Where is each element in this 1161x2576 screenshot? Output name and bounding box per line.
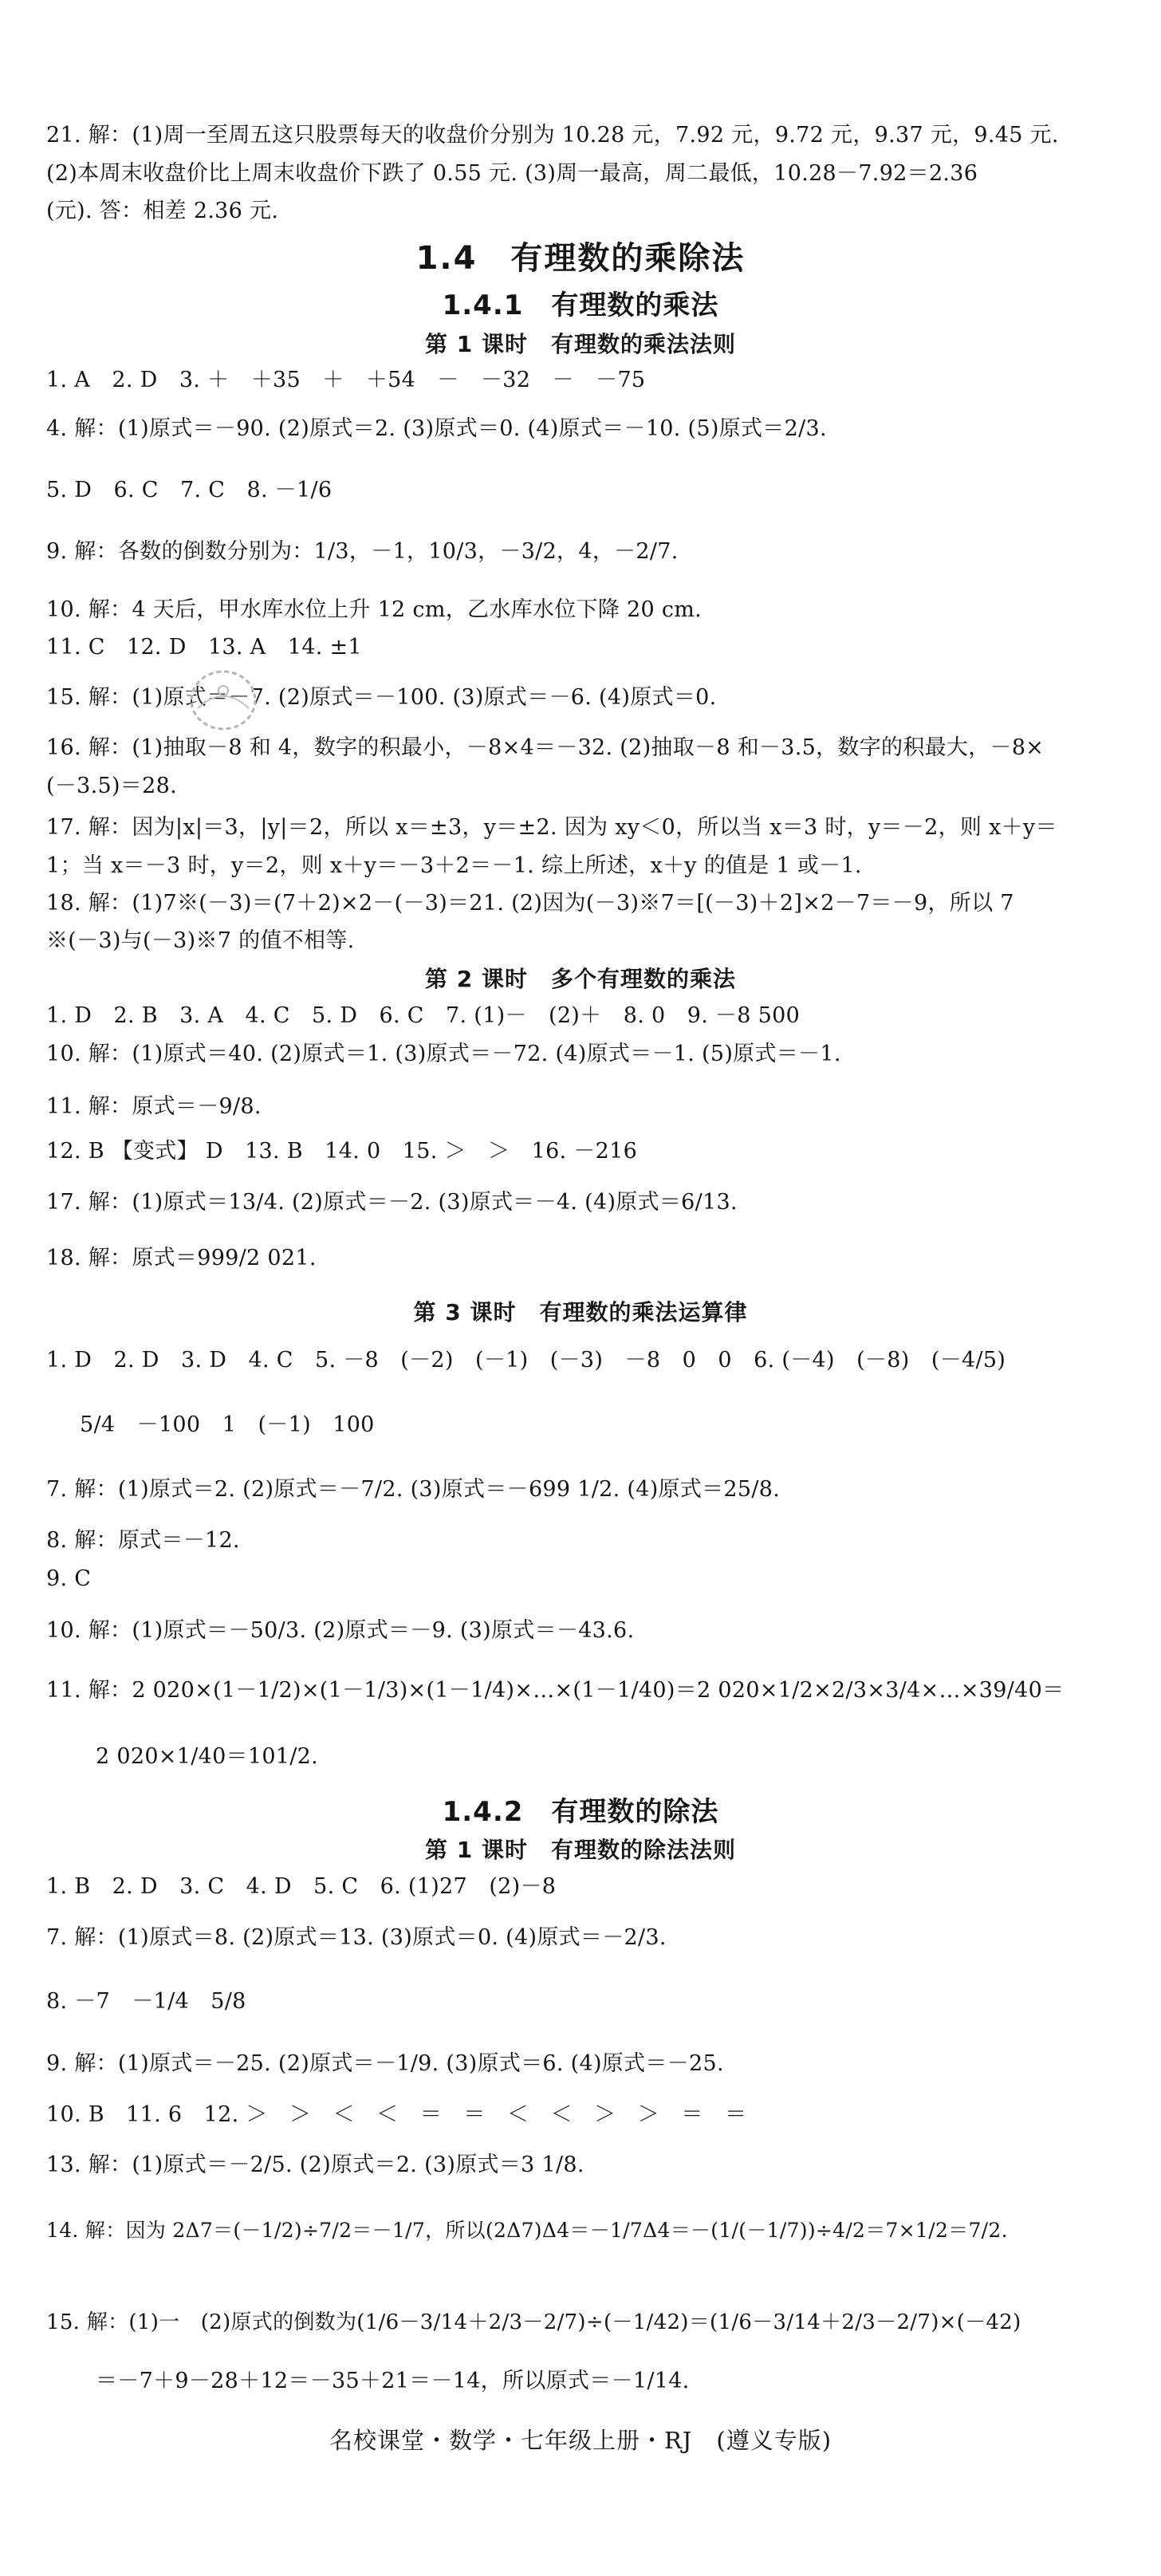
- answer-line: 7. 解：(1)原式＝2. (2)原式＝－7/2. (3)原式＝－699 1/2. (4)原式＝25/8.: [46, 1477, 781, 1502]
- answer-line: 15. 解：(1)原式＝－7. (2)原式＝－100. (3)原式＝－6. (4)原式＝0.: [46, 685, 717, 710]
- answer-line: 5. D 6. C 7. C 8. －1/6: [46, 478, 333, 502]
- watermark-stamp-icon: [183, 660, 263, 740]
- answer-line: 12. B 【变式】 D 13. B 14. 0 15. ＞ ＞ 16. －216: [46, 1139, 638, 1164]
- answer-line: 5/4 －100 1 (－1) 100: [80, 1412, 375, 1437]
- page-footer: 名校课堂・数学・七年级上册・RJ (遵义专版): [329, 2427, 832, 2454]
- section-title-1-4-2: 1.4.2 有理数的除法: [442, 1796, 719, 1828]
- answer-line: 1. B 2. D 3. C 4. D 5. C 6. (1)27 (2)－8: [46, 1874, 557, 1899]
- answer-line: 4. 解：(1)原式＝－90. (2)原式＝2. (3)原式＝0. (4)原式＝－10. (5)原式＝2/3.: [46, 416, 827, 441]
- answer-line: 18. 解：(1)7※(－3)＝(7＋2)×2－(－3)＝21. (2)因为(－3)※7＝[(－3)＋2]×2－7＝－9，所以 7: [46, 891, 1014, 916]
- answer-line: 9. C: [46, 1566, 92, 1591]
- section-title-1-4: 1.4 有理数的乘除法: [415, 240, 746, 277]
- answer-line: 18. 解：原式＝999/2 021.: [46, 1246, 317, 1270]
- answer-line: 11. 解：2 020×(1－1/2)×(1－1/3)×(1－1/4)×…×(1－1/40)＝2 020×1/2×2/3×3/4×…×39/40＝: [46, 1678, 1065, 1703]
- answer-line: 10. 解：(1)原式＝－50/3. (2)原式＝－9. (3)原式＝－43.6.: [46, 1618, 635, 1643]
- section-title-1-4-1: 1.4.1 有理数的乘法: [442, 290, 719, 321]
- answer-line: 10. 解：(1)原式＝40. (2)原式＝1. (3)原式＝－72. (4)原式＝－1. (5)原式＝－1.: [46, 1042, 841, 1066]
- answer-line: 15. 解：(1)一 (2)原式的倒数为(1/6－3/14＋2/3－2/7)÷(－1/42)＝(1/6－3/14＋2/3－2/7)×(－42): [46, 2310, 1021, 2334]
- answer-line: 10. 解：4 天后，甲水库水位上升 12 cm，乙水库水位下降 20 cm.: [46, 597, 703, 622]
- lesson-title: 第 1 课时 有理数的除法法则: [425, 1837, 736, 1863]
- answer-line: 8. 解：原式＝－12.: [46, 1528, 240, 1553]
- lesson-title: 第 2 课时 多个有理数的乘法: [425, 966, 736, 992]
- answer-line: 16. 解：(1)抽取－8 和 4，数字的积最小，－8×4＝－32. (2)抽取－8 和－3.5，数字的积最大，－8×: [46, 735, 1045, 760]
- answer-line: (元). 答：相差 2.36 元.: [46, 199, 279, 223]
- answer-line: 11. 解：原式＝－9/8.: [46, 1094, 262, 1119]
- answer-line: 1. D 2. D 3. D 4. C 5. －8 (－2) (－1) (－3) －8 0 0 6. (－4) (－8) (－4/5): [46, 1348, 1006, 1373]
- answer-line: 1. A 2. D 3. ＋ ＋35 ＋ ＋54 － －32 － －75: [46, 368, 646, 392]
- answer-line: ※(－3)与(－3)※7 的值不相等.: [46, 928, 355, 953]
- answer-line: 14. 解：因为 2Δ7＝(－1/2)÷7/2＝－1/7，所以(2Δ7)Δ4＝－1/7Δ4＝－(1/(－1/7))÷4/2＝7×1/2＝7/2.: [46, 2219, 1008, 2242]
- answer-line: 13. 解：(1)原式＝－2/5. (2)原式＝2. (3)原式＝3 1/8.: [46, 2153, 584, 2177]
- lesson-title: 第 3 课时 有理数的乘法运算律: [413, 1299, 748, 1325]
- answer-line: 17. 解：(1)原式＝13/4. (2)原式＝－2. (3)原式＝－4. (4)原式＝6/13.: [46, 1190, 738, 1215]
- answer-line: (－3.5)＝28.: [46, 774, 177, 798]
- answer-line: 9. 解：(1)原式＝－25. (2)原式＝－1/9. (3)原式＝6. (4)原式＝－25.: [46, 2051, 724, 2076]
- answer-line: 2 020×1/40＝101/2.: [96, 1744, 319, 1769]
- answer-line: 17. 解：因为|x|＝3，|y|＝2，所以 x＝±3，y＝±2. 因为 xy＜0，所以当 x＝3 时，y＝－2，则 x＋y＝: [46, 815, 1057, 840]
- answer-line: 1. D 2. B 3. A 4. C 5. D 6. C 7. (1)－ (2)＋ 8. 0 9. －8 500: [46, 1003, 801, 1028]
- answer-line: 21. 解：(1)周一至周五这只股票每天的收盘价分别为 10.28 元，7.92 元，9.72 元，9.37 元，9.45 元.: [46, 123, 1059, 148]
- answer-line: 10. B 11. 6 12. ＞ ＞ ＜ ＜ ＝ ＝ ＜ ＜ ＞ ＞ ＝ ＝: [46, 2102, 747, 2127]
- answer-line: 9. 解：各数的倒数分别为：1/3，－1，10/3，－3/2，4，－2/7.: [46, 539, 679, 564]
- answer-line: 8. －7 －1/4 5/8: [46, 1989, 246, 2014]
- answer-line: 7. 解：(1)原式＝8. (2)原式＝13. (3)原式＝0. (4)原式＝－2/3.: [46, 1925, 667, 1950]
- answer-line: 11. C 12. D 13. A 14. ±1: [46, 635, 362, 660]
- lesson-title: 第 1 课时 有理数的乘法法则: [425, 331, 736, 357]
- answer-line: 1；当 x＝－3 时，y＝2，则 x＋y＝－3＋2＝－1. 综上所述，x＋y 的值是 1 或－1.: [46, 853, 862, 878]
- answer-line: ＝－7＋9－28＋12＝－35＋21＝－14，所以原式＝－1/14.: [96, 2369, 690, 2393]
- answer-line: (2)本周末收盘价比上周末收盘价下跌了 0.55 元. (3)周一最高，周二最低，10.28－7.92＝2.36: [46, 161, 978, 186]
